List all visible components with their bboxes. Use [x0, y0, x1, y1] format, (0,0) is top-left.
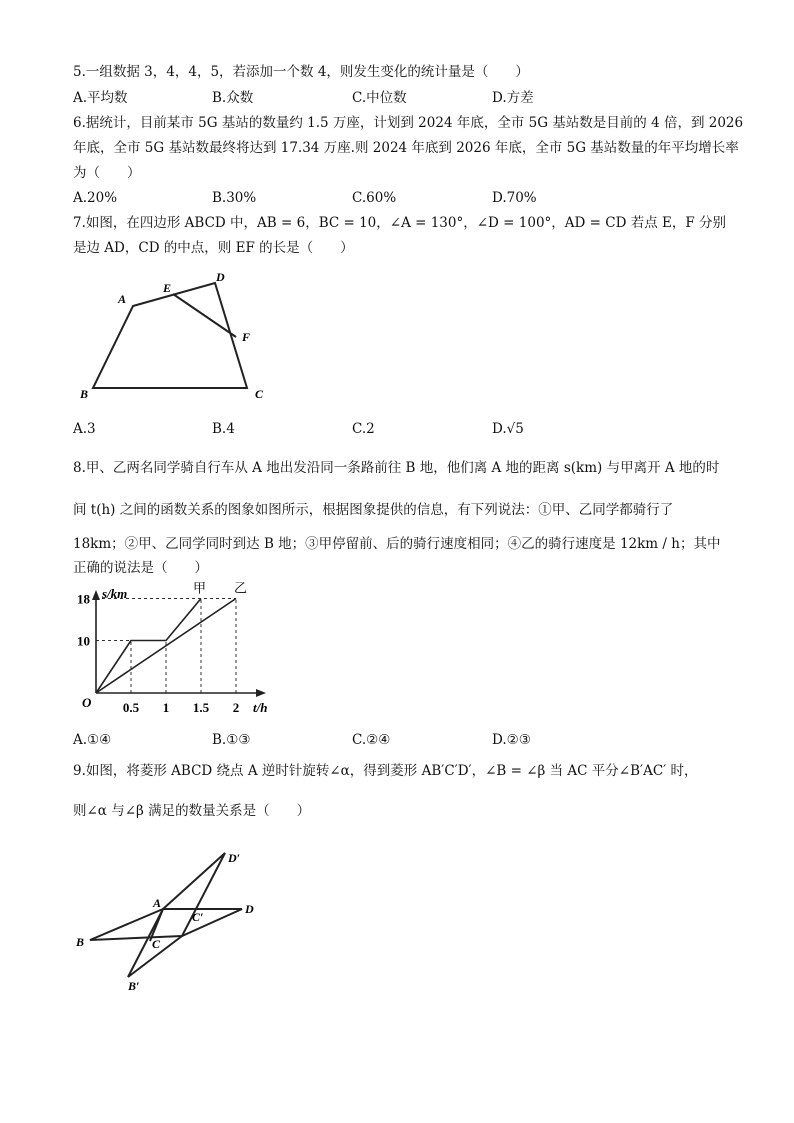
q8-option-c: C.②④	[352, 732, 391, 748]
q8-line-2: 间 t(h) 之间的函数关系的图象如图所示，根据图象提供的信息，有下列说法：①甲、乙同学都骑行了	[73, 502, 674, 518]
label-c: C	[152, 937, 161, 951]
q5-stem: 5.一组数据 3，4，4，5，若添加一个数 4，则发生变化的统计量是（ ）	[73, 64, 529, 80]
q6-line-2: 年底，全市 5G 基站数最终将达到 17.34 万座.则 2024 年底到 2026 年底，全市 5G 基站数量的年平均增长率	[73, 140, 739, 156]
q7-line-2: 是边 AD，CD 的中点，则 EF 的长是（ ）	[73, 240, 354, 256]
origin-label: O	[82, 695, 92, 710]
label-a: A	[153, 896, 162, 910]
q5-option-a: A.平均数	[73, 90, 128, 106]
q7-line-1: 7.如图，在四边形 ABCD 中，AB = 6，BC = 10，∠A = 130°，∠D = 100°，AD = CD 若点 E，F 分别	[73, 215, 726, 231]
y-tick-label-1: 18	[77, 591, 90, 607]
y-tick-label-0: 10	[77, 633, 90, 649]
label-a: A	[118, 292, 127, 306]
x-tick-label-1: 1	[162, 700, 170, 715]
label-c: C	[255, 387, 264, 401]
q6-option-d: D.70%	[492, 190, 537, 206]
q7-option-d: D.√5	[492, 421, 524, 437]
q6-option-c: C.60%	[352, 190, 397, 206]
q5-option-b: B.众数	[212, 90, 254, 106]
rhombus-abcd	[90, 909, 242, 940]
q8-line-1: 8.甲、乙两名同学骑自行车从 A 地出发沿同一条路前往 B 地，他们离 A 地的距离 s(km) 与甲离开 A 地的时	[73, 460, 720, 476]
q8-option-a: A.①④	[73, 732, 112, 748]
q7-option-c: C.2	[352, 421, 375, 437]
label-b: B	[80, 387, 89, 401]
q9-line-1: 9.如图，将菱形 ABCD 绕点 A 逆时针旋转∠α，得到菱形 AB′C′D′，∠B = ∠β 当 AC 平分∠B′AC′ 时，	[73, 763, 698, 779]
label-d: D	[245, 902, 254, 916]
q5-option-c: C.中位数	[352, 90, 407, 106]
label-d: D	[216, 270, 225, 284]
x-tick-label-2: 1.5	[192, 700, 210, 715]
q9-line-2: 则∠α 与∠β 满足的数量关系是（ ）	[73, 803, 311, 819]
series-label-0: 甲	[193, 580, 207, 596]
q6-line-1: 6.据统计，目前某市 5G 基站的数量约 1.5 万座，计划到 2024 年底，全市 5G 基站数是目前的 4 倍，到 2026	[73, 115, 744, 131]
q7-option-a: A.3	[73, 421, 96, 437]
label-d-prime: D′	[228, 851, 241, 865]
y-axis-label: s/km	[102, 586, 128, 601]
q8-option-b: B.①③	[212, 732, 251, 748]
rhombus-ab2c2d2	[128, 853, 225, 977]
q8-line-4: 正确的说法是（ ）	[73, 560, 208, 576]
label-f: F	[242, 330, 251, 344]
q5-option-d: D.方差	[492, 90, 534, 106]
label-c-prime: C′	[192, 910, 204, 924]
series-label-1: 乙	[234, 580, 248, 596]
x-tick-label-0: 0.5	[122, 700, 140, 715]
label-b-prime: B′	[128, 979, 140, 993]
q8-option-d: D.②③	[492, 732, 531, 748]
q6-option-b: B.30%	[212, 190, 257, 206]
x-axis-label: t/h	[253, 700, 268, 715]
q6-option-a: A.20%	[73, 190, 118, 206]
q6-line-3: 为（ ）	[73, 165, 141, 181]
label-b: B	[76, 935, 85, 949]
q7-option-b: B.4	[212, 421, 235, 437]
q8-line-3: 18km；②甲、乙同学同时到达 B 地；③甲停留前、后的骑行速度相同；④乙的骑行速度是 12km / h；其中	[73, 536, 721, 552]
x-tick-label-3: 2	[232, 700, 240, 715]
label-e: E	[163, 281, 172, 295]
